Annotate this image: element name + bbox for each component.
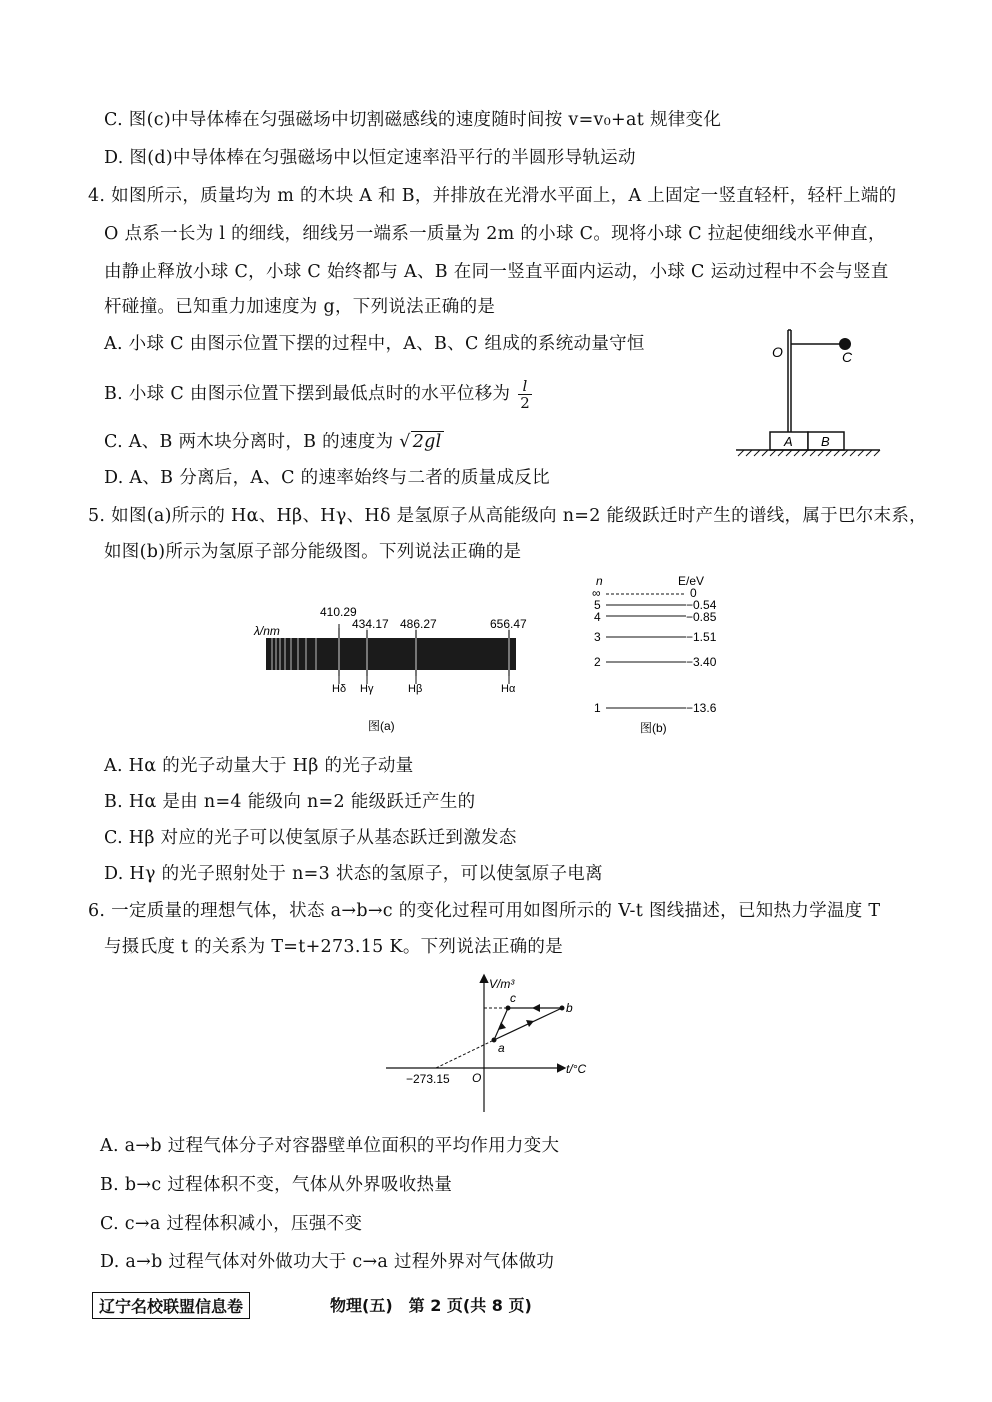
q6-option-a: A. a→b 过程气体分子对容器壁单位面积的平均作用力变大 <box>100 1136 560 1156</box>
point-b <box>560 1006 565 1011</box>
level-energy: −1.51 <box>686 630 717 644</box>
q4-figure <box>730 322 890 458</box>
label-a: A <box>784 434 793 449</box>
extension-line-a <box>436 1040 494 1068</box>
level-energy: −13.6 <box>686 701 717 715</box>
line-label: Hα <box>501 683 516 695</box>
vt-graph <box>386 968 606 1116</box>
label-c: C <box>842 349 853 365</box>
x-axis-label: t/°C <box>566 1062 587 1076</box>
level-n: 4 <box>594 610 601 624</box>
line-label: Hδ <box>332 683 347 695</box>
footer-series-box: 辽宁名校联盟信息卷 <box>92 1292 250 1319</box>
figure-b-caption: 图(b) <box>640 721 667 735</box>
spectrum-figure <box>250 600 540 740</box>
label-a: a <box>498 1041 505 1055</box>
q4-option-b <box>104 378 532 411</box>
wavelength-label: 410.29 <box>320 605 357 619</box>
q4-stem-line-4: 杆碰撞。已知重力加速度为 g，下列说法正确的是 <box>104 297 496 317</box>
point-c <box>506 1006 511 1011</box>
label-b: B <box>821 434 830 449</box>
wavelength-axis-label: λ/nm <box>254 624 280 638</box>
origin-label: O <box>472 1071 482 1085</box>
level-n: ∞ <box>592 586 601 600</box>
sqrt-expression: √ 2gl <box>399 432 442 452</box>
y-axis-label: V/m³ <box>489 977 515 991</box>
arrow-b-c <box>532 1004 540 1012</box>
ground-hatch <box>738 450 880 456</box>
sqrt-radicand: 2gl <box>412 432 442 452</box>
q4-option-b-text: B. 小球 C 由图示位置下摆到最低点时的水平位移为 <box>104 384 511 404</box>
label-c: c <box>510 991 516 1005</box>
q5-stem-line-2: 如图(b)所示为氢原子部分能级图。下列说法正确的是 <box>104 542 522 562</box>
label-o: O <box>772 344 783 360</box>
wavelength-label: 656.47 <box>490 617 527 631</box>
q6-stem-line-1: 6. 一定质量的理想气体，状态 a→b→c 的变化过程可用如图所示的 V-t 图线描述，已知热力学温度 T <box>88 901 881 921</box>
fraction <box>518 378 532 411</box>
q4-option-d: D. A、B 分离后，A、C 的速率始终与二者的质量成反比 <box>104 468 550 488</box>
level-energy: −0.85 <box>686 610 717 624</box>
q6-option-b: B. b→c 过程体积不变，气体从外界吸收热量 <box>100 1175 453 1195</box>
level-n: 2 <box>594 655 601 669</box>
q4-stem-line-2: O 点系一长为 l 的细线，细线另一端系一质量为 2m 的小球 C。现将小球 C 拉起使细线水平伸直， <box>104 224 886 244</box>
label-b: b <box>566 1001 573 1015</box>
q4-option-c <box>104 428 444 453</box>
level-energy: −0.54 <box>686 598 717 612</box>
q3-option-c: C. 图(c)中导体棒在匀强磁场中切割磁感线的速度随时间按 v=v₀+at 规律变化 <box>104 110 722 130</box>
x-intercept-label: −273.15 <box>406 1072 450 1086</box>
q5-option-c: C. Hβ 对应的光子可以使氢原子从基态跃迁到激发态 <box>104 828 517 848</box>
energy-level-figure <box>586 570 746 742</box>
level-energy: −3.40 <box>686 655 717 669</box>
q4-option-a: A. 小球 C 由图示位置下摆的过程中，A、B、C 组成的系统动量守恒 <box>104 334 645 354</box>
level-n: 5 <box>594 598 601 612</box>
level-energy: 0 <box>690 586 697 600</box>
n-label: n <box>596 574 603 588</box>
fraction-denominator: 2 <box>520 394 531 412</box>
arrow-c-a <box>498 1022 506 1030</box>
q5-stem-line-1: 5. 如图(a)所示的 Hα、Hβ、Hγ、Hδ 是氢原子从高能级向 n=2 能级跃迁时产生的谱线，属于巴尔末系， <box>88 506 927 526</box>
q5-option-d: D. Hγ 的光子照射处于 n=3 状态的氢原子，可以使氢原子电离 <box>104 864 603 884</box>
point-a <box>492 1038 497 1043</box>
fraction-numerator: l <box>518 378 532 395</box>
level-n: 1 <box>594 701 601 715</box>
q6-option-c: C. c→a 过程体积减小，压强不变 <box>100 1214 363 1234</box>
q5-option-b: B. Hα 是由 n=4 能级向 n=2 能级跃迁产生的 <box>104 792 476 812</box>
figure-a-caption: 图(a) <box>368 719 395 733</box>
q6-option-d: D. a→b 过程气体对外做功大于 c→a 过程外界对气体做功 <box>100 1252 555 1272</box>
footer-page-info: 物理(五) 第 2 页(共 8 页) <box>330 1296 532 1315</box>
q4-stem-line-3: 由静止释放小球 C，小球 C 始终都与 A、B 在同一竖直平面内运动，小球 C 运动过程中不会与竖直 <box>104 262 889 282</box>
line-label: Hγ <box>360 683 374 695</box>
q4-stem-line-1: 4. 如图所示，质量均为 m 的木块 A 和 B，并排放在光滑水平面上，A 上固定一竖直轻杆，轻杆上端的 <box>88 186 897 206</box>
energy-label: E/eV <box>678 574 705 588</box>
q5-option-a: A. Hα 的光子动量大于 Hβ 的光子动量 <box>104 756 414 776</box>
wavelength-label: 486.27 <box>400 617 437 631</box>
q4-option-c-text: C. A、B 两木块分离时，B 的速度为 <box>104 432 394 452</box>
arrow-a-b <box>526 1020 534 1027</box>
wavelength-label: 434.17 <box>352 617 389 631</box>
q3-option-d: D. 图(d)中导体棒在匀强磁场中以恒定速率沿平行的半圆形导轨运动 <box>104 148 636 168</box>
level-n: 3 <box>594 630 601 644</box>
spectrum-strip <box>266 638 516 670</box>
q6-stem-line-2: 与摄氏度 t 的关系为 T=t+273.15 K。下列说法正确的是 <box>104 937 564 957</box>
line-label: Hβ <box>408 683 423 695</box>
